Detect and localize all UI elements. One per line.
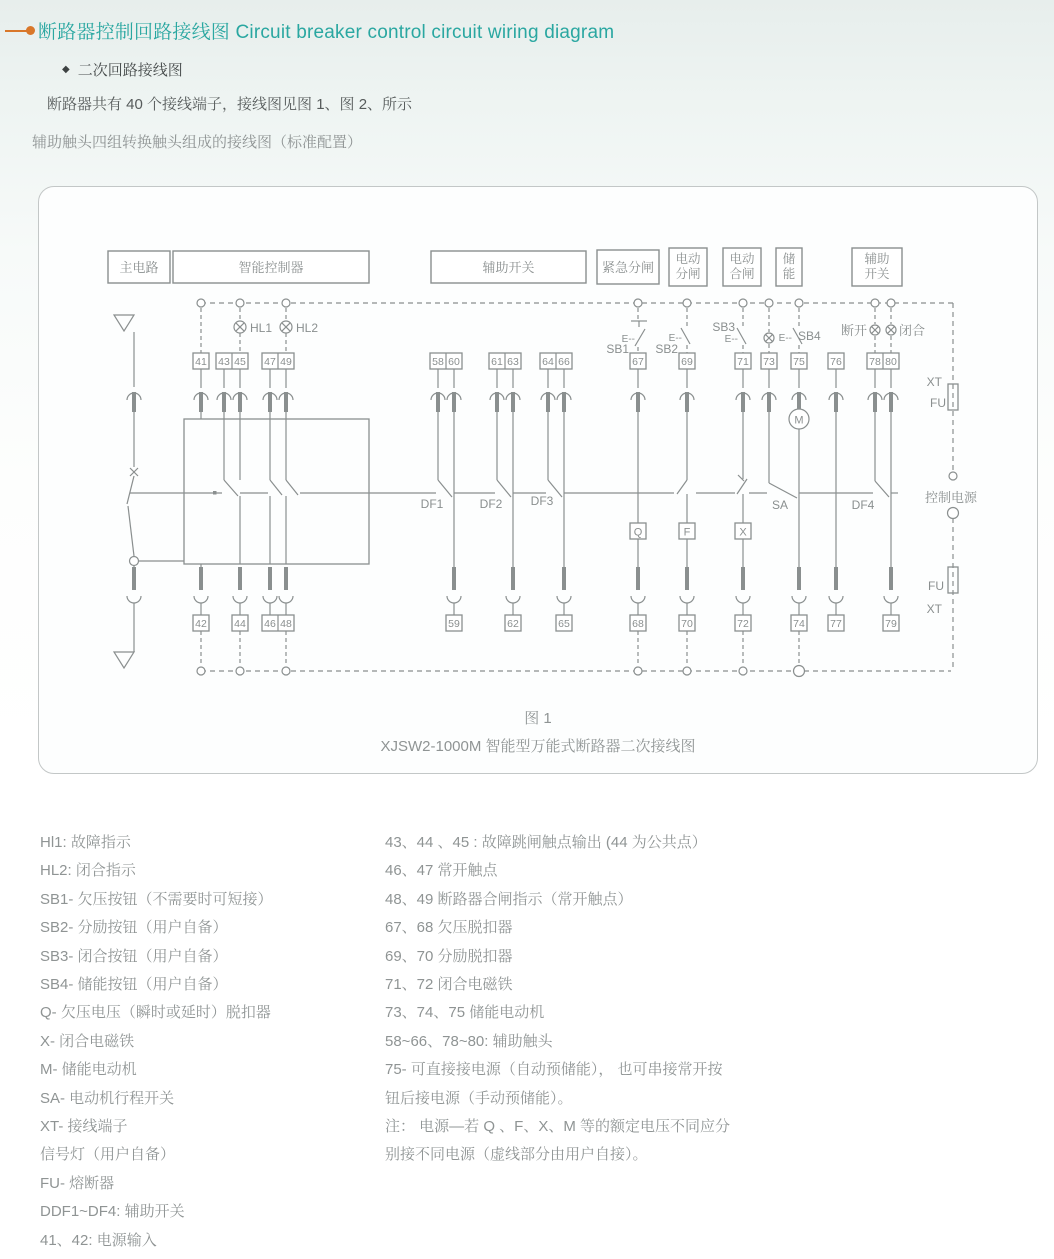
- legend-line: 41、42: 电源输入: [40, 1231, 157, 1249]
- terminal-66: 66: [558, 356, 570, 368]
- terminal-46: 46: [264, 618, 276, 630]
- e-dash-label: E--: [778, 333, 792, 344]
- diagram-zone-label: 主电路: [119, 260, 159, 275]
- xt-label-bottom: XT: [926, 602, 942, 616]
- legend-line: 73、74、75 储能电动机: [385, 1004, 545, 1022]
- terminal-62: 62: [507, 618, 519, 630]
- lamp-label-open: 断开: [840, 323, 867, 338]
- figure-caption-number: 图 1: [524, 710, 552, 727]
- fu-label-top: FU: [930, 396, 946, 410]
- switch-label-df1: DF1: [420, 497, 444, 511]
- terminal-73: 73: [763, 356, 775, 368]
- e-dash-label: E--: [668, 333, 682, 344]
- terminal-70: 70: [681, 618, 693, 630]
- legend-line: DDF1~DF4: 辅助开关: [40, 1203, 185, 1221]
- switch-label-df3: DF3: [530, 494, 554, 508]
- terminal-58: 58: [432, 356, 444, 368]
- legend-line: Hl1: 故障指示: [40, 834, 131, 851]
- button-label-sb3: SB3: [712, 320, 735, 334]
- lamp-label-closed: 闭合: [899, 323, 926, 338]
- legend-line: Q- 欠压电压（瞬时或延时）脱扣器: [40, 1004, 271, 1022]
- intro-paragraph-2: 辅助触头四组转换触头组成的接线图（标准配置）: [32, 134, 363, 151]
- terminal-63: 63: [507, 356, 519, 368]
- lamp-label-hl1: HL1: [250, 321, 273, 335]
- button-label-sb2: SB2: [655, 342, 678, 356]
- button-label-sb4: SB4: [798, 329, 821, 343]
- legend-line: M- 储能电动机: [40, 1061, 137, 1079]
- subsection-title: 二次回路接线图: [77, 62, 183, 79]
- terminal-41: 41: [195, 356, 207, 368]
- terminal-43: 43: [218, 356, 230, 368]
- orange-bullet-icon: [5, 30, 30, 32]
- diagram-zone-label: 分闸: [675, 267, 701, 281]
- button-label-sb1: SB1: [606, 342, 629, 356]
- section-header: [5, 17, 614, 44]
- control-power-label: 控制电源: [924, 490, 978, 505]
- legend-line: XT- 接线端子: [40, 1118, 128, 1136]
- subsection-heading: [62, 59, 183, 80]
- terminal-61: 61: [491, 356, 503, 368]
- coil-box-q: Q: [633, 526, 643, 539]
- legend-line: SB2- 分励按钮（用户自备）: [40, 919, 228, 937]
- e-dash-label: E--: [724, 334, 738, 345]
- terminal-65: 65: [558, 618, 570, 630]
- motor-label: M: [794, 414, 804, 427]
- terminal-69: 69: [681, 356, 693, 368]
- legend-line: 钮后接电源（手动预储能）。: [385, 1089, 573, 1107]
- terminal-76: 76: [830, 356, 842, 368]
- diagram-zone-label: 紧急分闸: [601, 260, 655, 275]
- legend-line: SA- 电动机行程开关: [40, 1089, 175, 1107]
- diagram-zone-label: 储: [782, 252, 796, 266]
- switch-label-sa: SA: [771, 498, 789, 512]
- legend-line: 信号灯（用户自备）: [40, 1146, 176, 1164]
- figure-caption-title: XJSW2-1000M 智能型万能式断路器二次接线图: [380, 738, 696, 755]
- terminal-44: 44: [234, 618, 246, 630]
- diagram-zone-label: 开关: [864, 267, 890, 281]
- terminal-42: 42: [195, 618, 207, 630]
- diagram-zone-label: 电动: [729, 252, 755, 266]
- page-title: 断路器控制回路接线图 Circuit breaker control circuit wiring diagram: [38, 22, 615, 43]
- terminal-45: 45: [234, 356, 246, 368]
- legend-line: FU- 熔断器: [40, 1174, 115, 1192]
- terminal-60: 60: [448, 356, 460, 368]
- lamp-label-hl2: HL2: [296, 321, 319, 335]
- legend-line: HL2: 闭合指示: [40, 862, 136, 880]
- terminal-49: 49: [280, 356, 292, 368]
- switch-label-df2: DF2: [479, 497, 503, 511]
- legend-line: 48、49 断路器合闸指示（常开触点）: [385, 890, 633, 908]
- diagram-zone-label: 能: [782, 267, 796, 281]
- terminal-78: 78: [869, 356, 881, 368]
- terminal-48: 48: [280, 618, 292, 630]
- legend-line: 58~66、78~80: 辅助触头: [385, 1032, 553, 1050]
- figure-panel: [38, 186, 1038, 774]
- terminal-72: 72: [737, 618, 749, 630]
- terminal-74: 74: [793, 618, 805, 630]
- diagram-zone-label: 电动: [675, 252, 701, 266]
- legend-line: 67、68 欠压脱扣器: [385, 919, 513, 937]
- legend-column-right: [385, 829, 730, 1170]
- coil-box-f: F: [683, 526, 691, 539]
- legend-line: 43、44 、45 : 故障跳闸触点输出 (44 为公共点）: [385, 834, 707, 851]
- diagram-zone-label: 合闸: [729, 267, 755, 281]
- legend-line: 46、47 常开触点: [385, 862, 498, 880]
- legend-line: X- 闭合电磁铁: [40, 1032, 135, 1050]
- legend-line: 69、70 分励脱扣器: [385, 947, 513, 965]
- terminal-75: 75: [793, 356, 805, 368]
- wiring-diagram: [38, 186, 1040, 776]
- diamond-bullet-icon: ◆: [62, 64, 70, 75]
- legend-line: SB1- 欠压按钮（不需要时可短接）: [40, 890, 273, 908]
- coil-box-x: X: [739, 526, 747, 539]
- terminal-68: 68: [632, 618, 644, 630]
- switch-label-df4: DF4: [851, 498, 875, 512]
- legend-column-left: [40, 829, 273, 1255]
- terminal-67: 67: [632, 356, 644, 368]
- e-dash-label: E--: [621, 334, 635, 345]
- diagram-zone-label: 辅助开关: [482, 260, 535, 275]
- legend-line: 别接不同电源（虚线部分由用户自接）。: [385, 1146, 648, 1164]
- legend-line: 75- 可直接接电源（自动预储能）， 也可串接常开按: [385, 1061, 723, 1079]
- legend-line: SB4- 储能按钮（用户自备）: [40, 976, 228, 994]
- terminal-79: 79: [885, 618, 897, 630]
- terminal-47: 47: [264, 356, 276, 368]
- fu-label-bottom: FU: [928, 579, 944, 593]
- diagram-zone-label: 智能控制器: [238, 260, 304, 275]
- xt-label-top: XT: [926, 375, 942, 389]
- terminal-59: 59: [448, 618, 460, 630]
- diagram-zone-label: 辅助: [864, 252, 890, 266]
- terminal-80: 80: [885, 356, 897, 368]
- intro-paragraph-1: 断路器共有 40 个接线端子，接线图见图 1、图 2、所示: [47, 96, 413, 113]
- terminal-77: 77: [830, 618, 842, 630]
- legend-line: SB3- 闭合按钮（用户自备）: [40, 947, 228, 965]
- terminal-71: 71: [737, 356, 749, 368]
- legend-line: 注： 电源—若 Q 、F、X、M 等的额定电压不同应分: [385, 1118, 731, 1136]
- terminal-64: 64: [542, 356, 554, 368]
- legend-line: 71、72 闭合电磁铁: [385, 976, 513, 994]
